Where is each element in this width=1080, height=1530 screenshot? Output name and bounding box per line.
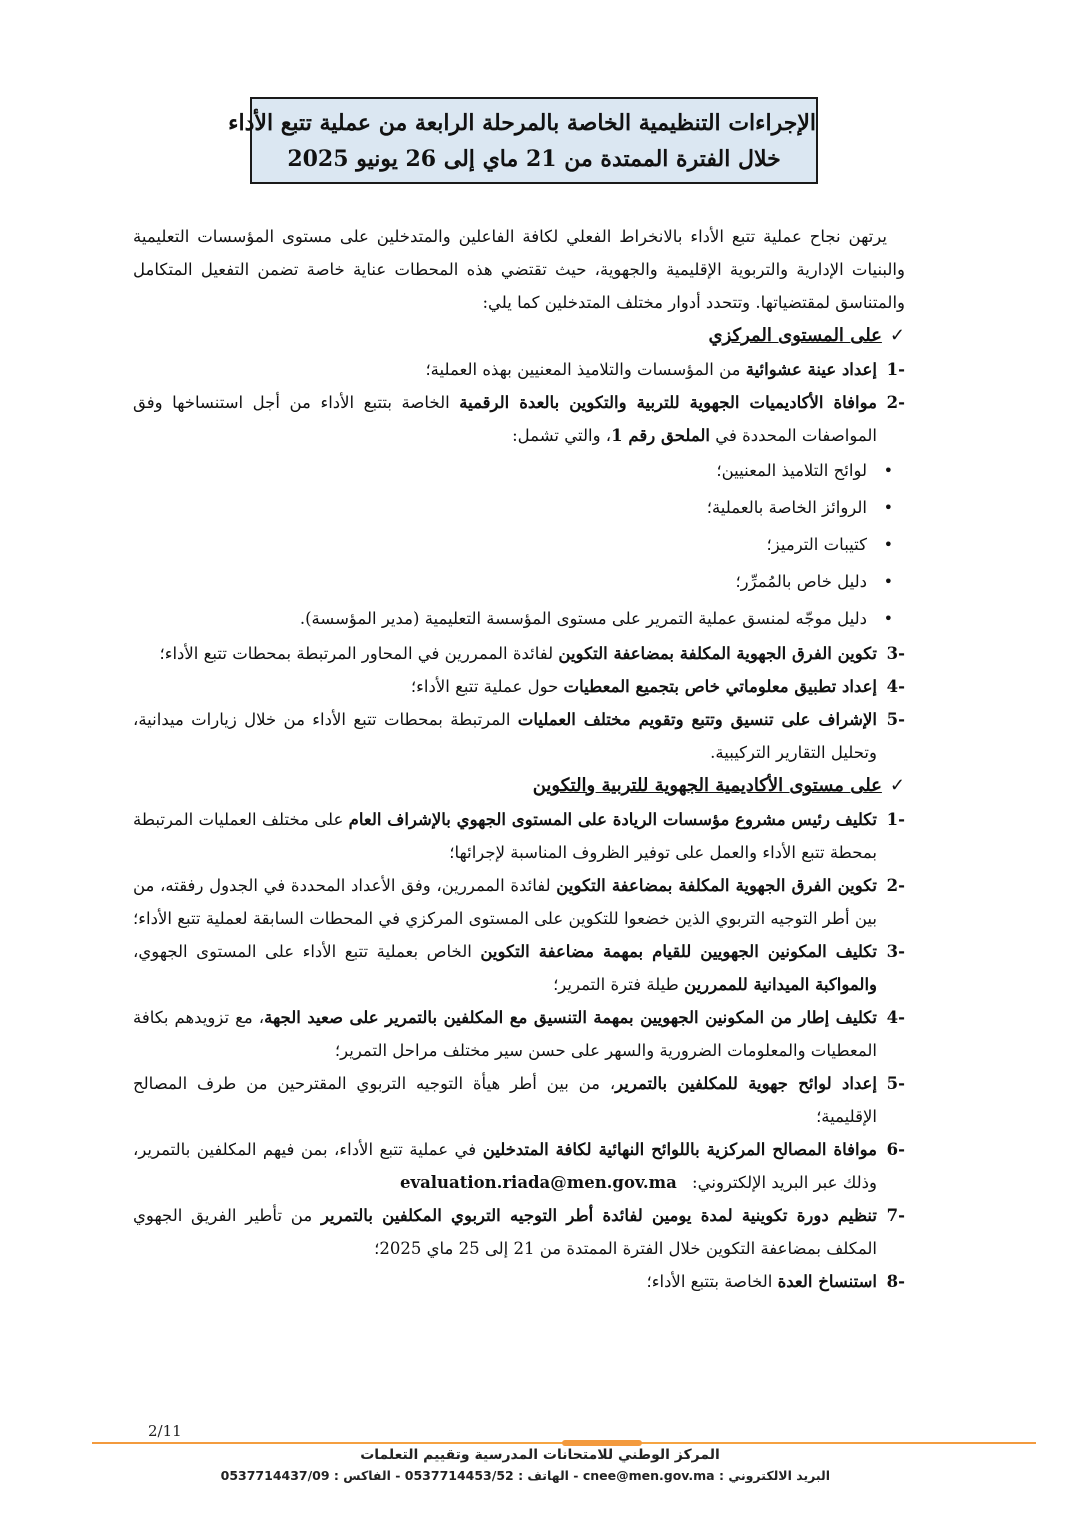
bullet-item: • الروائز الخاصة بالعملية؛ <box>133 489 867 526</box>
item-bold-text: استنساخ العدة <box>777 1272 877 1291</box>
list-item <box>133 353 905 386</box>
item-number: 6- <box>886 1140 905 1159</box>
page-number: 2/11 <box>148 1422 182 1440</box>
item-bold-text: تكليف إطار من المكونين الجهويين بمهمة التنسيق مع المكلفين بالتمرير على صعيد الجهة <box>264 1008 877 1027</box>
bullet-item: • لوائح التلاميذ المعنيين؛ <box>133 452 867 489</box>
title-box <box>228 97 818 184</box>
item-number: 5- <box>886 710 905 729</box>
email-link[interactable]: evaluation.riada@men.gov.ma <box>399 1173 677 1192</box>
bullet-list <box>133 452 905 637</box>
list-item <box>133 637 905 670</box>
footer-organization: المركز الوطني للامتحانات المدرسية وتقييم التعلمات <box>360 1447 720 1463</box>
section-heading-central <box>133 319 905 353</box>
footer-contact: البريد الالكتروني : cnee@men.gov.ma - الهاتف : 0537714453/52 - الفاكس : 0537714437/09 <box>220 1468 830 1483</box>
list-item <box>133 1265 905 1298</box>
item-number: 3- <box>886 644 905 663</box>
item-bold-text: والمواكبة الميدانية للممررين <box>684 975 877 994</box>
item-text: من تأطير الفريق الجهوي المكلف بمضاعفة التكوين خلال الفترة الممتدة من 21 إلى 25 ماي 2025؛ <box>133 1206 877 1258</box>
item-number: 4- <box>886 1008 905 1027</box>
item-text: حول عملية تتبع الأداء؛ <box>410 677 564 696</box>
item-bold-text: موافاة الأكاديميات الجهوية للتربية والتكوين بالعدة الرقمية <box>459 393 877 412</box>
checkmark-icon: ✓ <box>889 775 905 796</box>
section-title: على مستوى الأكاديمية الجهوية للتربية والتكوين <box>532 775 882 796</box>
list-item <box>133 869 905 935</box>
item-bold-text: إعداد لوائح جهوية للمكلفين بالتمرير <box>615 1074 877 1093</box>
item-text: الخاص بعملية تتبع الأداء على المستوى الجهوي، <box>133 942 481 961</box>
item-number: 3- <box>886 942 905 961</box>
list-item <box>133 1133 905 1199</box>
item-number: 2- <box>886 876 905 895</box>
item-bold-text: تكليف المكونين الجهويين للقيام بمهمة مضاعفة التكوين <box>480 942 878 961</box>
item-text: ، مع تزويدهم بكافة المعطيات والمعلومات الضرورية والسهر على حسن سير مختلف مراحل التمرير؛ <box>133 1008 877 1060</box>
list-item <box>133 1001 905 1067</box>
item-text: ، والتي تشمل: <box>512 426 612 445</box>
item-text: على مختلف العمليات المرتبطة بمحطة تتبع الأداء والعمل على توفير الظروف المناسبة لإجرائها؛ <box>133 810 877 862</box>
item-number: 2- <box>886 393 905 412</box>
section-heading-regional <box>133 769 905 803</box>
item-text: لفائدة الممررين، وفق الأعداد المحددة في الجدول رفقته، من بين أطر التوجيه التربوي الذين خضعوا للتكوين على المستوى المركزي في المحطات السابقة لعملية تتبع الأداء؛ <box>133 876 877 928</box>
intro-paragraph: يرتهن نجاح عملية تتبع الأداء بالانخراط الفعلي لكافة الفاعلين والمتدخلين على مستوى المؤسسات التعليمية والبنيات الإدارية والتربوية الإقليمية والجهوية، حيث تقتضي هذه المحطات عناية خاصة تضمن التفعيل المتكامل والمتناسق لمقتضياتها. وتتحدد أدوار مختلف المتدخلين كما يلي: <box>133 227 905 312</box>
item-bold-text: الإشراف على تنسيق وتتبع وتقويم مختلف العمليات <box>517 710 877 729</box>
bullet-item: • كتيبات الترميز؛ <box>133 526 867 563</box>
item-bold-text: تكليف رئيس مشروع مؤسسات الريادة على المستوى الجهوي بالإشراف العام <box>348 810 878 829</box>
section-title: على المستوى المركزي <box>708 325 882 346</box>
list-item <box>133 670 905 703</box>
list-item <box>133 1067 905 1133</box>
item-bold-text: تكوين الفرق الجهوية المكلفة بمضاعفة التكوين <box>556 876 877 895</box>
item-number: 4- <box>886 677 905 696</box>
document-body <box>133 220 905 1298</box>
item-bold-text: موافاة المصالح المركزية باللوائح النهائية لكافة المتدخلين <box>482 1140 877 1159</box>
item-bold-text: الملحق رقم 1 <box>611 426 710 445</box>
list-item <box>133 803 905 869</box>
title-line-1: الإجراءات التنظيمية الخاصة بالمرحلة الرابعة من عملية تتبع الأداء <box>228 110 816 136</box>
item-text: طيلة فترة التمرير؛ <box>553 975 685 994</box>
item-bold-text: تنظيم دورة تكوينية لمدة يومين لفائدة أطر التوجيه التربوي المكلفين بالتمرير <box>320 1206 877 1225</box>
list-item <box>133 386 905 452</box>
item-number: 7- <box>886 1206 905 1225</box>
item-number: 1- <box>886 810 905 829</box>
list-item <box>133 1199 905 1265</box>
item-text: المرتبطة بمحطات تتبع الأداء من خلال زيارات ميدانية، وتحليل التقارير التركيبية. <box>133 710 877 762</box>
item-text: لفائدة الممررين في المحاور المرتبطة بمحطات تتبع الأداء؛ <box>159 644 559 663</box>
item-bold-text: إعداد تطبيق معلوماتي خاص بتجميع المعطيات <box>563 677 877 696</box>
item-text: من المؤسسات والتلاميذ المعنيين بهذه العملية؛ <box>425 360 746 379</box>
item-text: الخاصة بتتبع الأداء؛ <box>646 1272 778 1291</box>
item-number: 5- <box>886 1074 905 1093</box>
item-number: 1- <box>886 360 905 379</box>
checkmark-icon: ✓ <box>889 325 905 346</box>
footer-divider <box>92 1442 1036 1444</box>
item-number: 8- <box>886 1272 905 1291</box>
bullet-item: • دليل خاص بالمُمرِّر؛ <box>133 563 867 600</box>
title-line-2: خلال الفترة الممتدة من 21 ماي إلى 26 يونيو 2025 <box>287 146 781 172</box>
item-text: في عملية تتبع الأداء، بمن فيهم المكلفين بالتمرير، وذلك عبر البريد الإلكتروني: <box>133 1140 877 1192</box>
item-bold-text: تكوين الفرق الجهوية المكلفة بمضاعفة التكوين <box>558 644 877 663</box>
list-item <box>133 703 905 769</box>
list-item <box>133 935 905 1001</box>
item-text: الخاصة بتتبع الأداء من أجل استنساخها وفق المواصفات المحددة في <box>133 393 877 445</box>
bullet-item: • دليل موجّه لمنسق عملية التمرير على مستوى المؤسسة التعليمية (مدير المؤسسة). <box>133 600 867 637</box>
item-bold-text: إعداد عينة عشوائية <box>745 360 877 379</box>
item-text: ، من بين أطر هيأة التوجيه التربوي المقترحين من طرف المصالح الإقليمية؛ <box>133 1074 877 1126</box>
